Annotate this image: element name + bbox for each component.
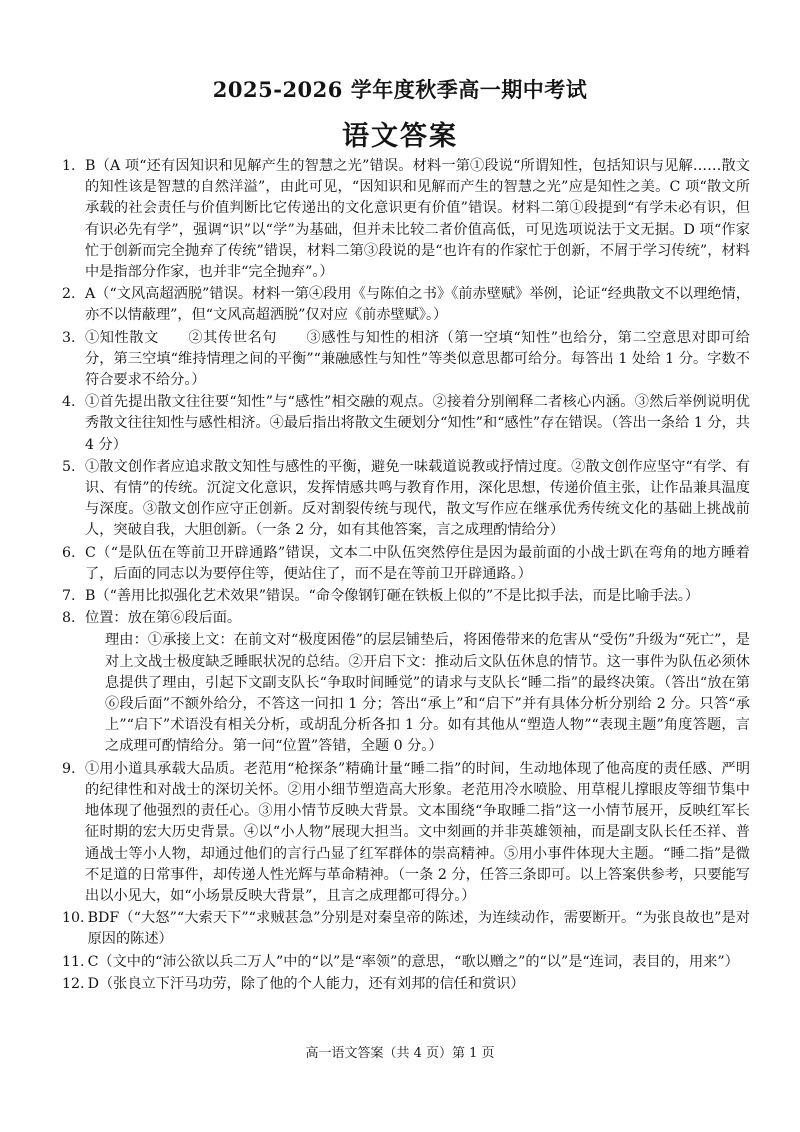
answer-text: C（“是队伍在等前卫开辟通路”错误，文本二中队伍突然停住是因为最前面的小战士趴在弯角的地方睡着了，后面的同志以为要停住等，便站住了，而不是在等前卫开辟通路。） <box>85 544 750 582</box>
answer-item-5 <box>62 457 750 542</box>
answer-text: C（文中的“沛公欲以兵二万人”中的“以”是“率领”的意思，“歌以赠之”的“以”是“连词，表目的，用来”） <box>87 953 739 970</box>
answer-number: 8. <box>62 610 76 627</box>
answer-number: 4. <box>62 394 76 411</box>
page-footer: 高一语文答案（共 4 页）第 1 页 <box>305 1046 495 1061</box>
answer-8-reason: 理由：①承接上文：在前文对“极度困倦”的层层铺垫后，将困倦带来的危害从“受伤”升级为“死亡”，是对上文战士极度缺乏睡眠状况的总结。②开启下文：推动后文队伍休息的情节。这一事件为队伍必须休息提供了理由，引起下文副支队长“争取时间睡觉”的请求与支队长“睡二指”的最终决策。（答出“放在第⑥段后面”不额外给分，不答这一问扣 1 分；答出“承上”和“启下”并有具体分析分别给 2 分。只答“承上”“启下”术语没有相关分析，或胡乱分析各扣 1 分。如有其他从“塑造人物”“表现主题”角度答题，言之成理可酌情给分。第一问“位置”答错，全题 0 分。） <box>105 632 750 755</box>
answer-item-12 <box>62 974 750 995</box>
answer-number: 2. <box>62 286 76 303</box>
exam-title: 2025-2026 学年度秋季高一期中考试 <box>212 77 588 102</box>
answer-text: A（“文风高超洒脱”错误。材料一第④段用《与陈伯之书》《前赤壁赋》举例，论证“经典散文不以理绝情，亦不以情蔽理”，但“文风高超洒脱”仅对应《前赤壁赋》。） <box>85 286 750 324</box>
answer-item-11 <box>62 952 750 973</box>
answer-number: 11. <box>62 953 85 970</box>
answer-text: BDF（“大怒”“大索天下”“求贼甚急”分别是对秦皇帝的陈述，为连续动作，需要断开。“为张良故也”是对原因的陈述） <box>87 910 750 948</box>
answer-number: 1. <box>62 158 76 174</box>
answer-item-3 <box>62 328 750 392</box>
answer-item-10 <box>62 908 750 950</box>
answer-item-7 <box>62 586 750 607</box>
answer-number: 6. <box>62 544 76 561</box>
answer-number: 12. <box>62 975 85 992</box>
answer-text: B（“善用比拟强化艺术效果”错误。“命令像钢钉砸在铁板上似的”不是比拟手法，而是比喻手法。） <box>85 588 700 605</box>
answer-number: 7. <box>62 588 76 605</box>
answer-item-2 <box>62 284 750 326</box>
answer-number: 10. <box>62 910 85 927</box>
answer-item-9 <box>62 759 750 907</box>
answer-text: ①散文创作者应追求散文知性与感性的平衡，避免一味载道说教或抒情过度。②散文创作应坚守“有学、有识、有情”的传统。沉淀文化意识，发挥情感共鸣与教育作用，深化思想，传递价值主张，让作品兼具温度与深度。③散文创作应守正创新。反对割裂传统与现代，散文写作应在继承优秀传统文化的基础上挑战前人，突破自我，大胆创新。（一条 2 分，如有其他答案，言之成理酌情给分） <box>85 458 750 539</box>
answer-number: 5. <box>62 458 76 475</box>
answer-list <box>62 156 750 996</box>
answer-number: 9. <box>62 760 76 777</box>
answer-text: ①首先提出散文往往要“知性”与“感性”相交融的观点。②接着分别阐释二者核心内涵。③然后举例说明优秀散文往往知性与感性相济。④最后指出将散文生硬划分“知性”和“感性”存在错误。（答出一条给 1 分，共 4 分） <box>85 394 750 453</box>
answer-item-8 <box>62 608 750 629</box>
answer-text: ①用小道具承载大品质。老范用“枪探条”精确计量“睡二指”的时间，生动地体现了他高度的责任感、严明的纪律性和对战士的深切关怀。②用小细节塑造高大形象。老范用冷水喷脸、用草棍儿撑眼皮等细节集中地体现了他强烈的责任心。③用小情节反映大背景。文本围绕“争取睡二指”这一小情节展开，反映红军长征时期的宏大历史背景。④以“小人物”展现大担当。文中刻画的并非英雄领袖，而是副支队长任丕祥、普通战士等小人物，却通过他们的言行凸显了红军群体的崇高精神。⑤用小事件体现大主题。“睡二指”是微不足道的日常事件，却传递人性光辉与革命精神。（一条 2 分，任答三条即可。以上答案供参考，只要能写出以小见大，如“小场景反映大背景”，且言之成理都可得分。） <box>85 760 751 904</box>
answer-text: 位置：放在第⑥段后面。 <box>85 610 242 627</box>
answer-item-4 <box>62 392 750 456</box>
answer-item-6 <box>62 543 750 585</box>
answer-text: ①知性散文 ②其传世名句 ③感性与知性的相济（第一空填“知性”也给分，第二空意思对即可给分，第三空填“维持情理之间的平衡”“兼融感性与知性”等类似意思都可给分。每答出 1 处给 1 分。字数不符合要求不给分。） <box>85 329 750 389</box>
answer-item-1 <box>62 156 750 283</box>
answer-number: 3. <box>62 329 76 346</box>
answer-text: B（A 项“还有因知识和见解产生的智慧之光”错误。材料一第①段说“所谓知性，包括知识与见解……散文的知性该是智慧的自然洋溢”，由此可见，“因知识和见解而产生的智慧之光”应是知性之美。C 项“散文所承载的社会责任与价值判断比它传递出的文化意识更有价值”错误。材料二第①段提到“有学未必有识，但有识必先有学”，强调“识”以“学”为基础，但并未比较二者价值高低，可见选项说法于文无据。D 项“作家忙于创新而完全抛弃了传统”错误，材料二第③段说的是“也许有的作家忙于创新，不屑于学习传统”，材料中是指部分作家，也并非“完全抛弃”。） <box>85 158 750 281</box>
answer-text: D（张良立下汗马功劳，除了他的个人能力，还有刘邦的信任和赏识） <box>87 975 525 992</box>
answer-heading: 语文答案 <box>342 121 458 152</box>
